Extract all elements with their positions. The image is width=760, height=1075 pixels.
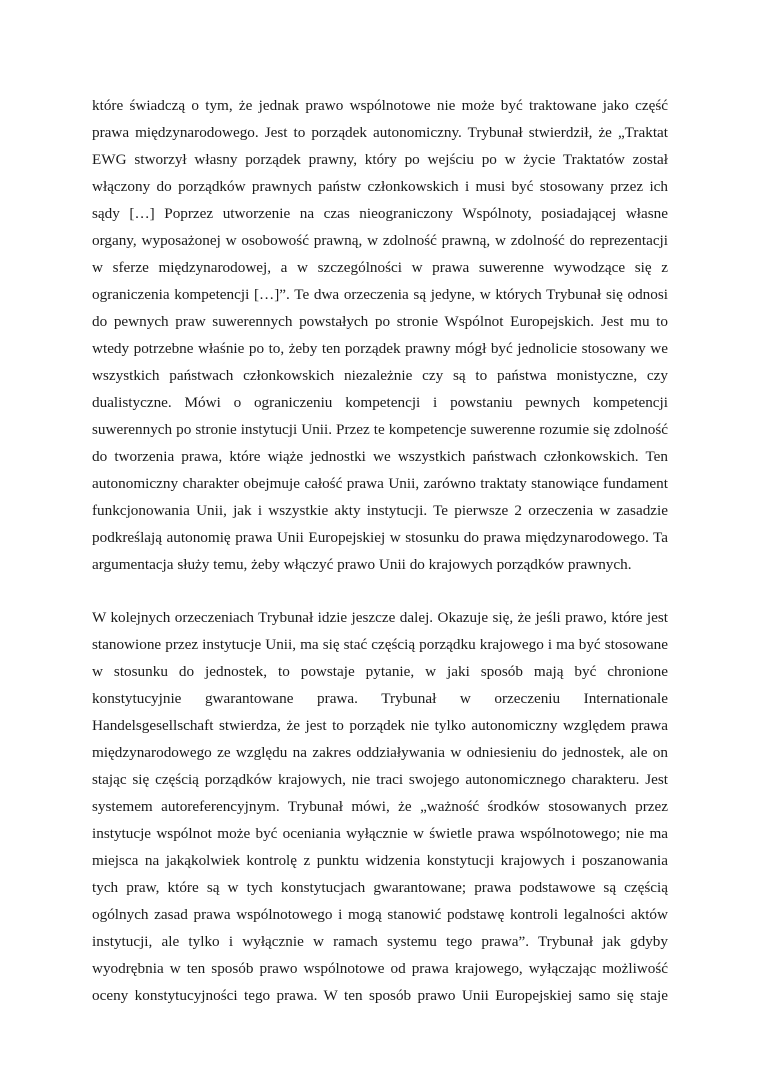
text-line: autonomiczny charakter obejmuje całość prawa Unii, zarówno traktaty stanowiące fundament [92,475,668,492]
text-line: W kolejnych orzeczeniach Trybunał idzie jeszcze dalej. Okazuje się, że jeśli prawo, które jest [92,609,668,626]
text-line: wszystkich państwach członkowskich niezależnie czy są to państwa monistyczne, czy [92,367,668,384]
paragraph-2 [92,604,668,1009]
text-line: suwerennych po stronie instytucji Unii. Przez te kompetencje suwerenne rozumie się zdolność [92,421,668,438]
text-line: które świadczą o tym, że jednak prawo wspólnotowe nie może być traktowane jako część [92,97,668,114]
text-column [92,92,668,1009]
text-line: instytucje wspólnot może być oceniania wyłącznie w świetle prawa wspólnotowego; nie ma [92,825,668,842]
text-line: systemem autoreferencyjnym. Trybunał mówi, że „ważność środków stosowanych przez [92,798,668,815]
text-line: do pewnych praw suwerennych powstałych po stronie Wspólnot Europejskich. Jest mu to [92,313,668,330]
text-line: wyodrębnia w ten sposób prawo wspólnotowe od prawa krajowego, wyłączając możliwość [92,960,668,977]
text-line: do tworzenia prawa, które wiąże jednostki we wszystkich państwach członkowskich. Ten [92,448,668,465]
paragraph-1 [92,92,668,578]
text-line: funkcjonowania Unii, jak i wszystkie akty instytucji. Te pierwsze 2 orzeczenia w zasadzie [92,502,668,519]
text-line: podkreślają autonomię prawa Unii Europejskiej w stosunku do prawa międzynarodowego. Ta [92,529,668,546]
text-line: organy, wyposażonej w osobowość prawną, w zdolność prawną, w zdolność do reprezentacji [92,232,668,249]
text-line: sądy […] Poprzez utworzenie na czas nieograniczony Wspólnoty, posiadającej własne [92,205,668,222]
text-line: wtedy potrzebne właśnie po to, żeby ten porządek prawny mógł być jednolicie stosowany we [92,340,668,357]
text-line: stanowione przez instytucje Unii, ma się stać częścią porządku krajowego i ma być stosowane [92,636,668,653]
text-line: stając się częścią porządków krajowych, nie traci swojego autonomicznego charakteru. Jest [92,771,668,788]
text-line: EWG stworzył własny porządek prawny, który po wejściu po w życie Traktatów został [92,151,668,168]
text-line: włączony do porządków prawnych państw członkowskich i musi być stosowany przez ich [92,178,668,195]
text-line: konstytucyjnie gwarantowane prawa. Trybunał w orzeczeniu Internationale [92,690,668,707]
text-line: międzynarodowego ze względu na zakres oddziaływania w odniesieniu do jednostek, ale on [92,744,668,761]
text-line: oceny konstytucyjności tego prawa. W ten sposób prawo Unii Europejskiej samo się staje [92,987,668,1004]
paragraph-spacer [92,578,668,604]
text-line: tych praw, które są w tych konstytucjach gwarantowane; prawa podstawowe są częścią [92,879,668,896]
text-line: w stosunku do jednostek, to powstaje pytanie, w jaki sposób mają być chronione [92,663,668,680]
text-line: Handelsgesellschaft stwierdza, że jest to porządek nie tylko autonomiczny względem prawa [92,717,668,734]
text-line: w sferze międzynarodowej, a w szczególności w prawa suwerenne wywodzące się z [92,259,668,276]
text-line: ogólnych zasad prawa wspólnotowego i mogą stanowić podstawę kontroli legalności aktów [92,906,668,923]
text-line: instytucji, ale tylko i wyłącznie w ramach systemu tego prawa”. Trybunał jak gdyby [92,933,668,950]
text-line: miejsca na jakąkolwiek kontrolę z punktu widzenia konstytucji krajowych i poszanowania [92,852,668,869]
text-line: ograniczenia kompetencji […]”. Te dwa orzeczenia są jedyne, w których Trybunał się odnosi [92,286,668,303]
text-line: dualistyczne. Mówi o ograniczeniu kompetencji i powstaniu pewnych kompetencji [92,394,668,411]
text-line: argumentacja służy temu, żeby włączyć prawo Unii do krajowych porządków prawnych. [92,556,632,573]
text-line: prawa międzynarodowego. Jest to porządek autonomiczny. Trybunał stwierdził, że „Traktat [92,124,668,141]
